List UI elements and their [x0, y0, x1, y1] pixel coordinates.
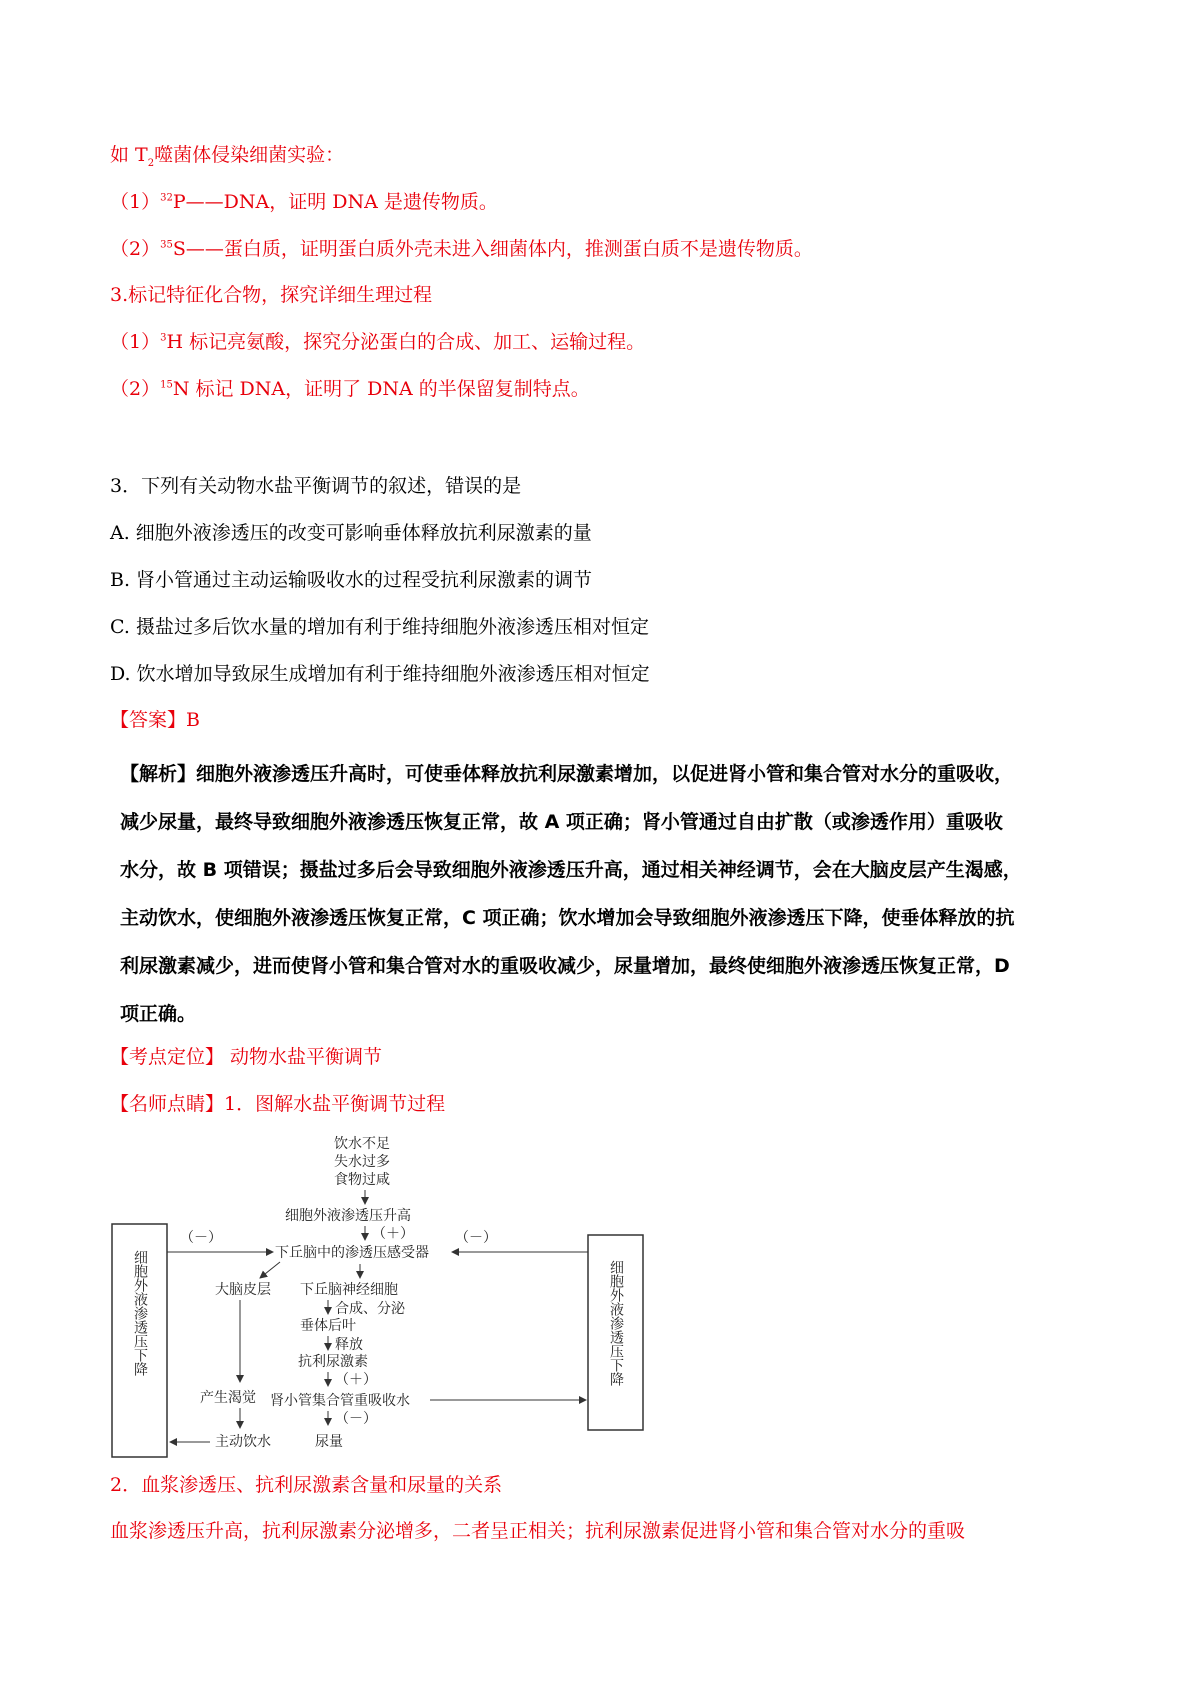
question-stem: 3．下列有关动物水盐平衡调节的叙述，错误的是	[110, 475, 522, 497]
diag-minus-left: （－）	[180, 1230, 222, 1246]
section2-text: 血浆渗透压升高，抗利尿激素分泌增多，二者呈正相关；抗利尿激素促进肾小管和集合管对水分的重吸	[110, 1520, 966, 1542]
diag-top1: 饮水不足	[334, 1136, 390, 1152]
kaodian-line: 【考点定位】 动物水盐平衡调节	[110, 1046, 383, 1068]
diag-n4a: 合成、分泌	[335, 1301, 405, 1317]
diag-plus1: （＋）	[372, 1226, 414, 1242]
option-d: D. 饮水增加导致尿生成增加有利于维持细胞外液渗透压相对恒定	[110, 663, 650, 685]
water-salt-diagram	[110, 1132, 665, 1464]
diag-n6: 抗利尿激素	[298, 1354, 368, 1370]
explanation-line: 项正确。	[120, 1003, 197, 1025]
item-3h: $(1)^3H$ 标记亮氨酸，探究分泌蛋白的合成、加工、运输过程。	[110, 331, 646, 353]
explanation-line: 水分，故 B 项错误；摄盐过多后会导致细胞外液渗透压升高，通过相关神经调节，会在大脑皮层产生渴感，	[120, 859, 1022, 881]
diag-n10: 主动饮水	[215, 1434, 271, 1450]
diag-n3: 大脑皮层	[215, 1282, 271, 1298]
explanation-line: 减少尿量，最终导致细胞外液渗透压恢复正常，故 A 项正确；肾小管通过自由扩散（或渗透作用）重吸收	[120, 811, 1003, 833]
side-left-label: 细胞外液渗透压下降	[132, 1250, 148, 1376]
section2-title: 2．血浆渗透压、抗利尿激素含量和尿量的关系	[110, 1474, 503, 1496]
diag-top3: 食物过咸	[334, 1172, 390, 1188]
diag-n1: 细胞外液渗透压升高	[285, 1208, 411, 1224]
diag-n4: 下丘脑神经细胞	[300, 1282, 398, 1298]
mingshi-line: 【名师点睛】1．图解水盐平衡调节过程	[110, 1093, 446, 1115]
diag-n5a: 释放	[335, 1337, 363, 1353]
item-35s: $(2)^{35}S——$蛋白质，证明蛋白质外壳未进入细菌体内，推测蛋白质不是遗传物质。	[110, 238, 813, 260]
diag-n8: 肾小管集合管重吸收水	[270, 1393, 410, 1409]
diag-n9: 尿量	[315, 1434, 343, 1450]
option-a: A. 细胞外液渗透压的改变可影响垂体释放抗利尿激素的量	[110, 522, 592, 544]
intro-line: 如 $T_2$噬菌体侵染细菌实验：	[110, 144, 345, 169]
item-32p: $(1)^{32}P——DNA$，证明 DNA 是遗传物质。	[110, 191, 498, 213]
explanation-line: 【解析】细胞外液渗透压升高时，可使垂体释放抗利尿激素增加，以促进肾小管和集合管对水分的重吸收，	[120, 763, 1014, 785]
explanation	[120, 750, 1080, 1038]
diag-plus2: （＋）	[335, 1372, 377, 1388]
diag-n2: 下丘脑中的渗透压感受器	[275, 1245, 429, 1261]
diag-n5: 垂体后叶	[300, 1318, 356, 1334]
explanation-line: 利尿激素减少，进而使肾小管和集合管对水的重吸收减少，尿量增加，最终使细胞外液渗透压恢复正常，D	[120, 955, 1010, 977]
diag-n7: 产生渴觉	[200, 1390, 256, 1406]
diag-minus-right: （－）	[455, 1230, 497, 1246]
diag-top2: 失水过多	[334, 1154, 390, 1170]
option-c: C. 摄盐过多后饮水量的增加有利于维持细胞外液渗透压相对恒定	[110, 616, 649, 638]
heading-3: 3.标记特征化合物，探究详细生理过程	[110, 284, 433, 306]
side-right-label: 细胞外液渗透压下降	[608, 1260, 624, 1386]
item-15n: $(2)^{15}N$ 标记 DNA，证明了 DNA 的半保留复制特点。	[110, 378, 590, 400]
option-b: B. 肾小管通过主动运输吸收水的过程受抗利尿激素的调节	[110, 569, 593, 591]
diag-minus-bottom: （－）	[335, 1411, 377, 1427]
explanation-line: 主动饮水，使细胞外液渗透压恢复正常，C 项正确；饮水增加会导致细胞外液渗透压下降，使垂体释放的抗	[120, 907, 1015, 929]
answer-line: 【答案】B	[110, 709, 200, 731]
